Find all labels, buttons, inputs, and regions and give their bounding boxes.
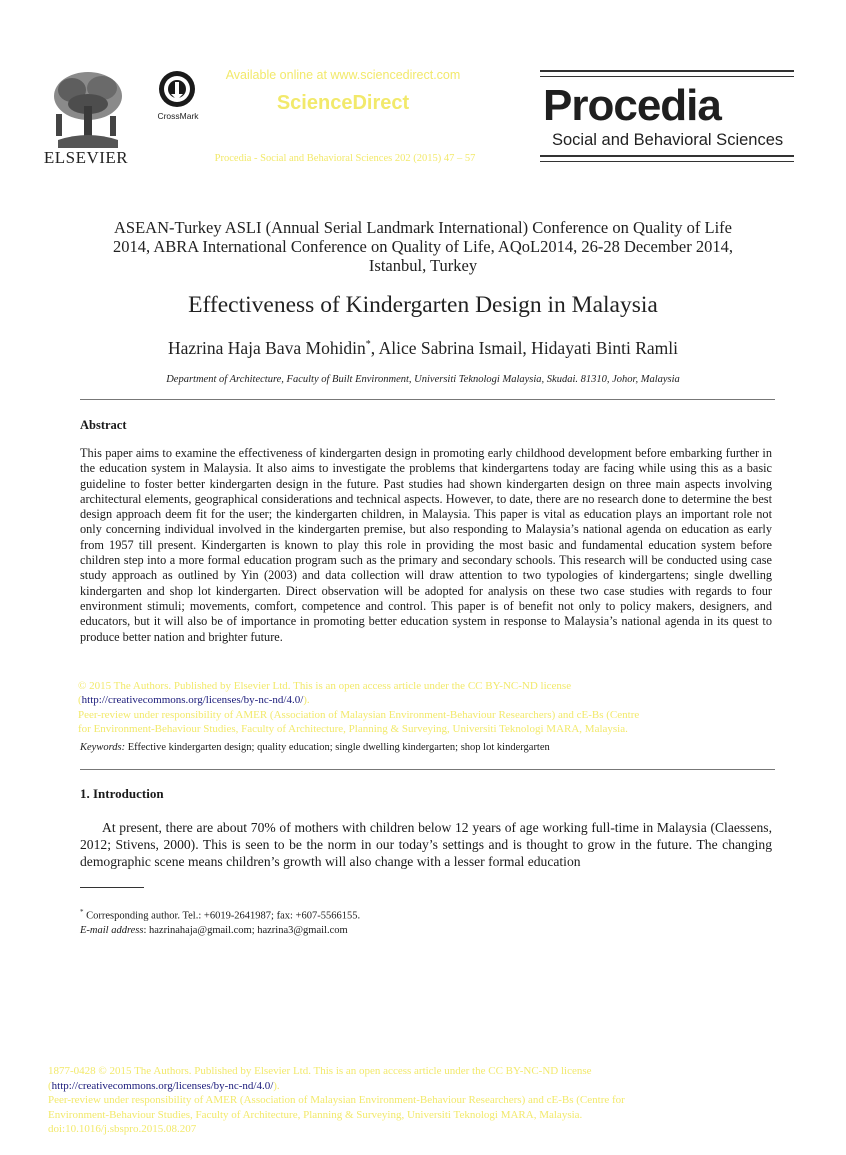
license-link[interactable]: http://creativecommons.org/licenses/by-nc-nd/4.0/ <box>51 1079 274 1092</box>
corresponding-author: Corresponding author. Tel.: +6019-2641987; fax: +607-5566155. <box>83 910 361 922</box>
procedia-rule <box>540 70 794 72</box>
keywords <box>80 742 780 753</box>
peer-review-line: Environment-Behaviour Studies, Faculty of Architecture, Planning & Surveying, Universiti Teknologi MARA, Malaysia. <box>48 1108 583 1121</box>
paren: ). <box>303 694 310 707</box>
corresponding-mark[interactable]: * <box>365 339 371 351</box>
journal-logo: Procedia <box>543 81 721 130</box>
paren: ( <box>48 1079 52 1092</box>
conference-line: Istanbul, Turkey <box>368 256 478 275</box>
email-label: E-mail address <box>80 924 144 936</box>
journal-subtitle: Social and Behavioral Sciences <box>552 131 784 149</box>
email-addresses: : hazrinahaja@gmail.com; hazrina3@gmail.com <box>143 924 348 936</box>
elsevier-tree-icon <box>48 68 126 148</box>
peer-review-line: Peer-review under responsibility of AMER (Association of Malaysian Environment-Behaviour Researchers) and cE-Bs (Centre <box>78 708 640 721</box>
section-heading: 1. Introduction <box>80 786 164 801</box>
paren: ( <box>78 694 82 707</box>
journal-reference: Procedia - Social and Behavioral Sciences 202 (2015) 47 – 57 <box>214 153 476 164</box>
procedia-rule <box>540 155 794 157</box>
section-body: At present, there are about 70% of mothers with children below 12 years of age working full-time in Malaysia (Claessens, 2012; Stivens, 2000). This is seen to be the norm in our today’s settings and is thought to grow in the future. The changing demographic scene means children’s growth will also change with a lesser formal education <box>80 820 772 869</box>
conference-title <box>70 218 776 275</box>
elsevier-logo <box>30 68 142 168</box>
conference-line: ASEAN-Turkey ASLI (Annual Serial Landmark International) Conference on Quality of Life <box>114 218 732 237</box>
author-name: Hazrina Haja Bava Mohidin <box>168 338 366 358</box>
footnote <box>80 905 780 938</box>
publisher-name: ELSEVIER <box>43 148 129 167</box>
bottom-license <box>48 1064 808 1137</box>
license-link[interactable]: http://creativecommons.org/licenses/by-nc-nd/4.0/ <box>81 694 304 707</box>
divider <box>80 769 775 770</box>
available-online-link[interactable]: Available online at www.sciencedirect.com <box>225 68 461 82</box>
issn-copyright-line: 1877-0428 © 2015 The Authors. Published by Elsevier Ltd. This is an open access article under the CC BY-NC-ND license <box>48 1065 592 1077</box>
abstract-body: This paper aims to examine the effectiveness of kindergarten design in promoting early childhood development before embarking further in the education system in Malaysia. It also aims to investigate the problems that kindergartens today are facing while using this as a basic guideline to foster better kindergarten design in the future. Past studies had shown kindergarten design on three main aspects involving architectural elements, geographical considerations and technical aspects. However, to date, there are no research done to determine the best design approach deem fit for the user; the kindergarten children, in Malaysia. This paper is vital as education plays an important role not only concerning individual involved in the kindergarten premise, but also responding to Malaysia’s national agenda on education as early from 1957 till present. Kindergarten is known to play this role in providing the most basic and fundamental education system before children step into a more formal education program such as the primary and secondary schools. This research will be conducted using case study approach as outlined by Yin (2003) and data collection will draw attention to two typologies of kindergartens; single dwelling kindergarten and shop lot kindergarten. Direct observation will be adopted for analysis on these two case studies with regards to four environment stimuli; movements, comfort, competence and control. This paper is of benefit not only to policy makers, designers, and educators, but it will also be of importance in promoting better education system in response to Malaysia’s national agenda in its quest to produce better nation and brighter future. <box>80 446 772 644</box>
author-names: , Alice Sabrina Ismail, Hidayati Binti Ramli <box>370 338 678 358</box>
license-block <box>78 679 778 737</box>
author-list <box>60 338 786 359</box>
conference-line: 2014, ABRA International Conference on Quality of Life, AQoL2014, 26-28 December 2014, <box>113 237 733 256</box>
keywords-list: Effective kindergarten design; quality education; single dwelling kindergarten; shop lot kindergarten <box>125 742 550 753</box>
sciencedirect-logo: ScienceDirect <box>276 92 410 114</box>
abstract-heading: Abstract <box>80 418 127 432</box>
footnote-divider <box>80 887 144 888</box>
peer-review-line: Peer-review under responsibility of AMER (Association of Malaysian Environment-Behaviour Researchers) and cE-Bs (Centre for <box>48 1094 625 1106</box>
peer-review-line: for Environment-Behaviour Studies, Faculty of Architecture, Planning & Surveying, Universiti Teknologi MARA, Malaysia. <box>78 723 628 736</box>
paren: ). <box>273 1079 280 1092</box>
copyright-line: © 2015 The Authors. Published by Elsevier Ltd. This is an open access article under the CC BY-NC-ND license <box>78 680 572 692</box>
crossmark-label: CrossMark <box>157 111 199 121</box>
keywords-label: Keywords: <box>80 742 126 753</box>
footnote-mark: * <box>80 908 84 916</box>
affiliation: Department of Architecture, Faculty of Built Environment, Universiti Teknologi Malaysia, Skudai. 81310, Johor, Malaysia <box>166 374 680 385</box>
paper-title: Effectiveness of Kindergarten Design in Malaysia <box>188 292 658 318</box>
doi[interactable]: doi:10.1016/j.sbspro.2015.08.207 <box>48 1123 197 1135</box>
divider <box>80 399 775 400</box>
procedia-rule <box>540 161 794 162</box>
procedia-rule <box>540 76 794 77</box>
